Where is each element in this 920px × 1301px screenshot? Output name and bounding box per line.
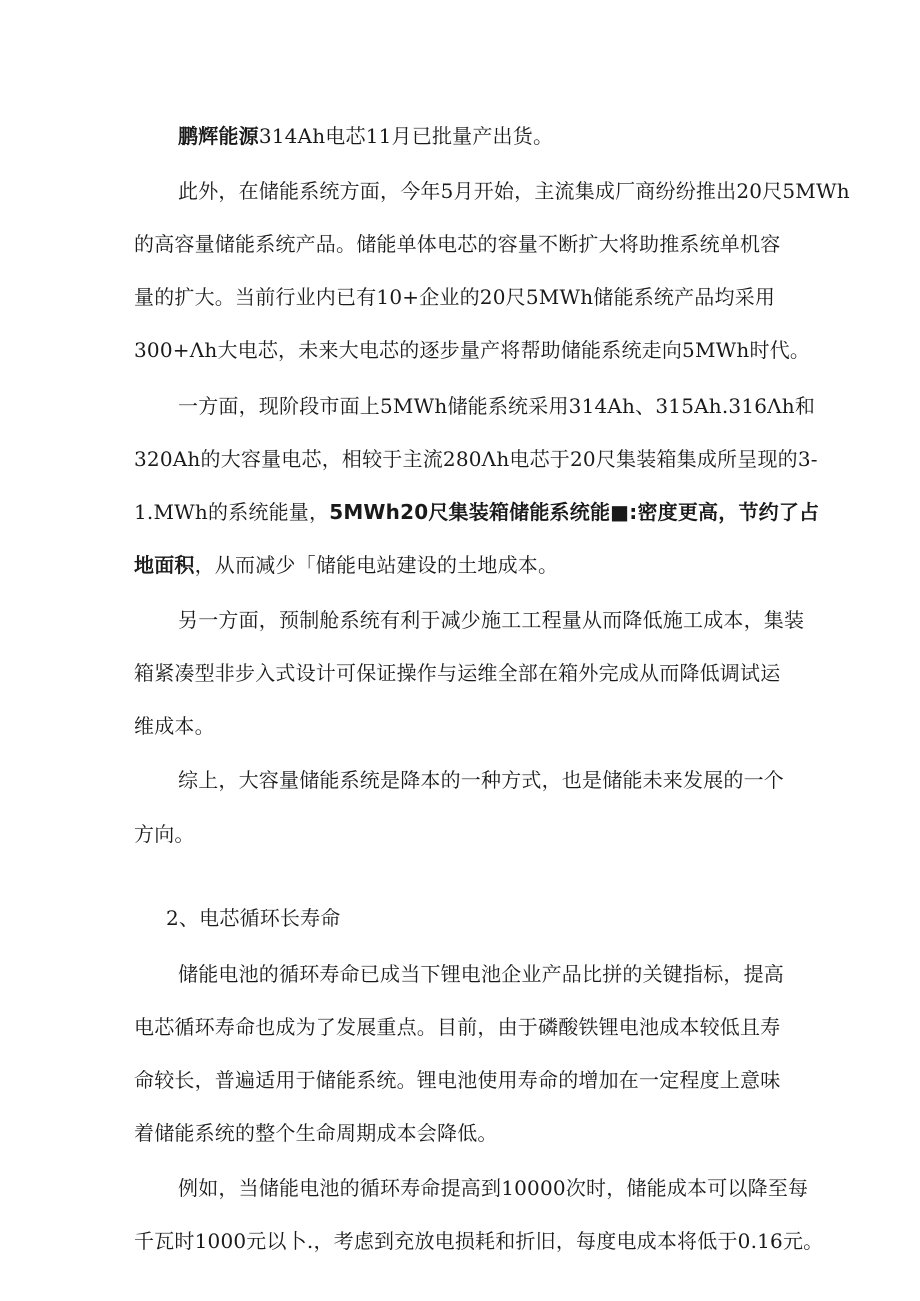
paragraph-line: 量的扩大。当前行业内已有10+企业的20尺5MWh储能系统产品均采用 [134, 285, 776, 309]
paragraph-line: 千瓦时1000元以卜.，考虑到充放电损耗和折旧，每度电成本将低于0.16元。 [134, 1229, 824, 1253]
emphasis-text: 地面积 [134, 553, 195, 577]
paragraph-line: 着储能系统的整个生命周期成本会降低。 [134, 1121, 498, 1145]
paragraph-line [134, 500, 819, 524]
paragraph-line: 一方面，现阶段市面上5MWh储能系统采用314Ah、315Ah.316Λh和 [178, 394, 816, 418]
paragraph-line [134, 553, 558, 577]
company-name: 鹏辉能源 [178, 124, 259, 148]
paragraph-line: 电芯循环寿命也成为了发展重点。目前，由于磷酸铁锂电池成本较低且寿 [134, 1015, 781, 1039]
section-number: 2、 [166, 906, 200, 930]
paragraph-line: 维成本。 [134, 714, 215, 738]
paragraph-text: 1.MWh的系统能量， [134, 500, 330, 524]
section-heading [166, 906, 341, 930]
paragraph-line: 方向。 [134, 822, 195, 846]
paragraph-line: 另一方面，预制舱系统有利于减少施工工程量从而降低施工成本，集装 [178, 608, 805, 632]
paragraph-line: 箱紧凑型非步入式设计可保证操作与运维全部在箱外完成从而降低调试运 [134, 661, 781, 685]
paragraph-line: 储能电池的循环寿命已成当下锂电池企业产品比拼的关键指标，提高 [178, 962, 784, 986]
paragraph-line: 综上，大容量储能系统是降本的一种方式，也是储能未来发展的一个 [178, 768, 784, 792]
paragraph-line: 例如，当储能电池的循环寿命提高到10000次时，储能成本可以降至每 [178, 1176, 809, 1200]
emphasis-text: 5MWh20尺集装箱储能系统能■:密度更高，节约了占 [329, 500, 820, 524]
paragraph-line [178, 124, 553, 148]
paragraph-text: ，从而减少「储能电站建设的土地成本。 [194, 553, 559, 577]
paragraph-line: 320Ah的大容量电芯，相较于主流280Λh电芯于20尺集装箱集成所呈现的3- [134, 447, 818, 471]
paragraph-text: 314Ah电芯11月已批量产出货。 [258, 124, 554, 148]
paragraph-line: 此外，在储能系统方面，今年5月开始，主流集成厂商纷纷推出20尺5MWh [178, 179, 850, 203]
paragraph-line: 的高容量储能系统产品。储能单体电芯的容量不断扩大将助推系统单机容 [134, 232, 781, 256]
paragraph-line: 命较长，普遍适用于储能系统。锂电池使用寿命的增加在一定程度上意味 [134, 1068, 781, 1092]
paragraph-line: 300+Λh大电芯，未来大电芯的逐步量产将帮助储能系统走向5MWh时代。 [134, 338, 811, 362]
section-title: 电芯循环长寿命 [199, 906, 341, 930]
